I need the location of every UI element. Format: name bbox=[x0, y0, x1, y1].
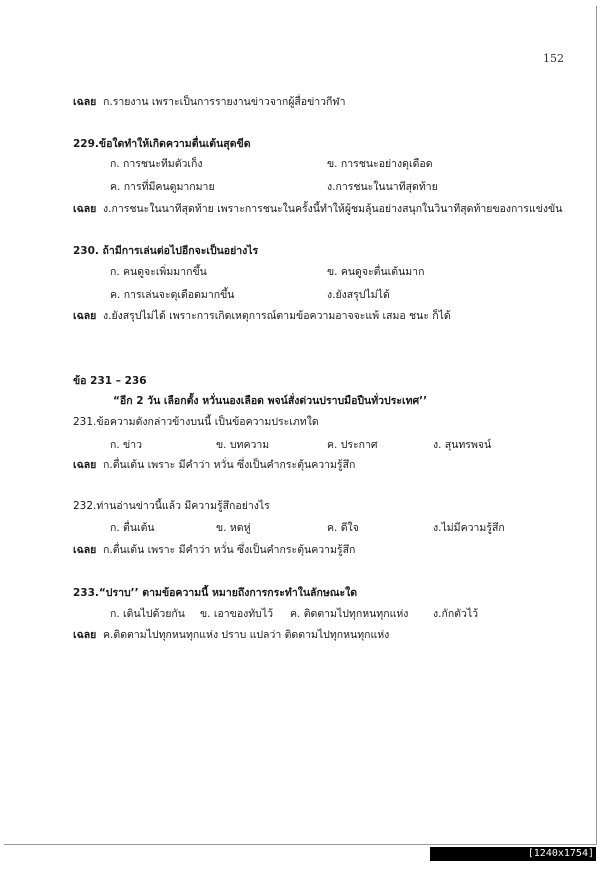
question-231: 231.ข้อความดังกล่าวข้างบนนี้ เป็นข้อความประเภทใด bbox=[73, 416, 319, 428]
answer-text: ค.ติดตามไปทุกหนทุกแห่ง ปราบ แปลว่า ติดตามไปทุกหนทุกแห่ง bbox=[103, 629, 390, 641]
option-233-d: ง.กักตัวไว้ bbox=[433, 608, 479, 620]
option-232-b: ข. หดหู่ bbox=[216, 522, 251, 534]
answer-text: ก.ตื่นเต้น เพราะ มีคำว่า หวั่น ซึ่งเป็นคำกระตุ้นความรู้สึก bbox=[103, 459, 356, 471]
option-232-a: ก. ตื่นเต้น bbox=[110, 522, 155, 534]
question-233: 233.“ปราบ’’ ตามข้อความนี้ หมายถึงการกระทำในลักษณะใด bbox=[73, 587, 358, 599]
answer-text: ก.ตื่นเต้น เพราะ มีคำว่า หวั่น ซึ่งเป็นคำกระตุ้นความรู้สึก bbox=[103, 544, 356, 556]
question-230: 230. ถ้ามีการเล่นต่อไปอีกจะเป็นอย่างไร bbox=[73, 245, 259, 257]
option-232-d: ง.ไม่มีความรู้สึก bbox=[433, 522, 505, 534]
answer-text: ง.การชนะในนาทีสุดท้าย เพราะการชนะในครั้งนี้ทำให้ผู้ชมลุ้นอย่างสนุกในวินาทีสุดท้ายของการแข่งขัน bbox=[103, 203, 563, 215]
section-range: ข้อ 231 – 236 bbox=[73, 375, 147, 387]
option-231-a: ก. ข่าว bbox=[110, 439, 143, 451]
answer-231 bbox=[73, 458, 355, 472]
answer-label: เฉลย bbox=[73, 459, 97, 471]
section-headline: “อีก 2 วัน เลือกตั้ง หวั่นนองเลือด พจน์สั่งด่วนปราบมือปืนทั่วประเทศ’’ bbox=[113, 395, 428, 407]
answer-232 bbox=[73, 543, 355, 557]
option-229-b: ข. การชนะอย่างดุเดือด bbox=[327, 158, 433, 170]
answer-229 bbox=[73, 202, 562, 216]
option-230-b: ข. คนดูจะตื่นเต้นมาก bbox=[327, 266, 425, 278]
answer-text: ก.รายงาน เพราะเป็นการรายงานข่าวจากผู้สื่อข่าวกีฬา bbox=[103, 96, 346, 108]
option-229-c: ค. การที่มีคนดูมากมาย bbox=[110, 181, 215, 193]
question-232: 232.ท่านอ่านข่าวนี้แล้ว มีความรู้สึกอย่างไร bbox=[73, 500, 270, 512]
answer-label: เฉลย bbox=[73, 96, 97, 108]
answer-230 bbox=[73, 309, 451, 323]
answer-label: เฉลย bbox=[73, 629, 97, 641]
option-230-a: ก. คนดูจะเพิ่มมากขึ้น bbox=[110, 266, 207, 278]
page-number: 152 bbox=[543, 52, 564, 65]
option-230-d: ง.ยังสรุปไม่ได้ bbox=[327, 289, 390, 301]
question-229: 229.ข้อใดทำให้เกิดความตื่นเต้นสุดขีด bbox=[73, 138, 251, 150]
option-233-b: ข. เอาของทับไว้ bbox=[200, 608, 274, 620]
answer-233 bbox=[73, 628, 389, 642]
answer-text: ง.ยังสรุปไม่ได้ เพราะการเกิดเหตุการณ์ตามข้อความอาจจะแพ้ เสมอ ชนะ ก็ได้ bbox=[103, 310, 451, 322]
option-231-c: ค. ประกาศ bbox=[327, 439, 378, 451]
option-229-a: ก. การชนะทีมตัวเก็ง bbox=[110, 158, 203, 170]
option-233-a: ก. เดินไปด้วยกัน bbox=[110, 608, 185, 620]
watermark-footer: [1240x1754] https://upic.me/ bbox=[430, 847, 596, 861]
answer-label: เฉลย bbox=[73, 203, 97, 215]
option-230-c: ค. การเล่นจะดุเดือดมากขึ้น bbox=[110, 289, 235, 301]
option-231-b: ข. บทความ bbox=[216, 439, 270, 451]
option-231-d: ง. สุนทรพจน์ bbox=[433, 439, 492, 451]
answer-label: เฉลย bbox=[73, 544, 97, 556]
answer-label: เฉลย bbox=[73, 310, 97, 322]
option-232-c: ค. ดีใจ bbox=[327, 522, 359, 534]
option-229-d: ง.การชนะในนาทีสุดท้าย bbox=[327, 181, 438, 193]
option-233-c: ค. ติดตามไปทุกหนทุกแห่ง bbox=[290, 608, 409, 620]
answer-228 bbox=[73, 95, 345, 109]
